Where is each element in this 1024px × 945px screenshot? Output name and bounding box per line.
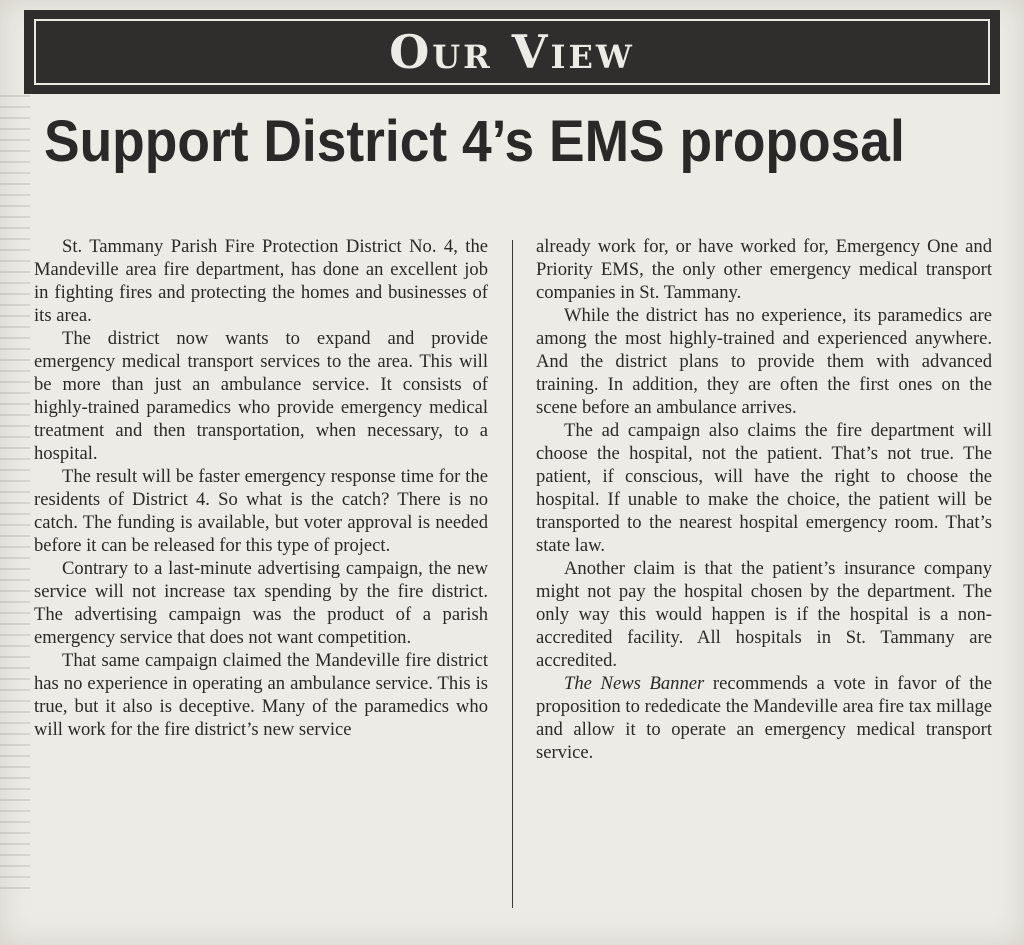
closing-text: recommends a vote in favor of the proposition to rededicate the Mandeville area fire tax millage and allow it to operate an emergency medical transport service. — [536, 673, 992, 763]
paragraph: While the district has no experience, its paramedics are among the most highly-trained and experienced anywhere. And the district plans to provide them with advanced training. In addition, they are often the first ones on the scene before an ambulance arrives. — [536, 305, 992, 418]
article-column-left — [34, 235, 488, 741]
section-banner — [24, 10, 1000, 94]
paragraph: Contrary to a last-minute advertising campaign, the new service will not increase tax spending by the fire district. The advertising campaign was the product of a parish emergency service that does not want competition. — [34, 558, 488, 648]
publication-name: The News Banner — [564, 673, 705, 694]
paragraph: already work for, or have worked for, Emergency One and Priority EMS, the only other emergency medical transport companies in St. Tammany. — [536, 236, 992, 303]
paragraph: St. Tammany Parish Fire Protection District No. 4, the Mandeville area fire department, has done an excellent job in fighting fires and protecting the homes and businesses of its area. — [34, 236, 488, 326]
closing-paragraph — [536, 672, 992, 764]
section-title: Our View — [389, 25, 635, 79]
paragraph: The result will be faster emergency response time for the residents of District 4. So what is the catch? There is no catch. The funding is available, but voter approval is needed before it can be released for this type of project. — [34, 466, 488, 556]
paragraph: The ad campaign also claims the fire department will choose the hospital, not the patient. That’s not true. The patient, if conscious, will have the right to choose the hospital. If unable to make the choice, the patient will be transported to the nearest hospital emergency room. That’s state law. — [536, 420, 992, 556]
paragraph: The district now wants to expand and provide emergency medical transport services to the area. This will be more than just an ambulance service. It consists of highly-trained paramedics who provide emergency medical treatment and then transportation, when necessary, to a hospital. — [34, 328, 488, 464]
paragraph: That same campaign claimed the Mandeville fire district has no experience in operating an ambulance service. This is true, but it also is deceptive. Many of the paramedics who will work for the fire district’s new service — [34, 650, 488, 740]
paragraph: Another claim is that the patient’s insurance company might not pay the hospital chosen by the department. The only way this would happen is if the hospital is a non-accredited facility. All hospitals in St. Tammany are accredited. — [536, 558, 992, 671]
article-column-right — [536, 235, 992, 764]
column-divider — [512, 240, 513, 908]
banner-frame — [34, 19, 990, 85]
bleed-through-texture — [0, 95, 30, 895]
headline: Support District 4’s EMS proposal — [44, 109, 905, 174]
